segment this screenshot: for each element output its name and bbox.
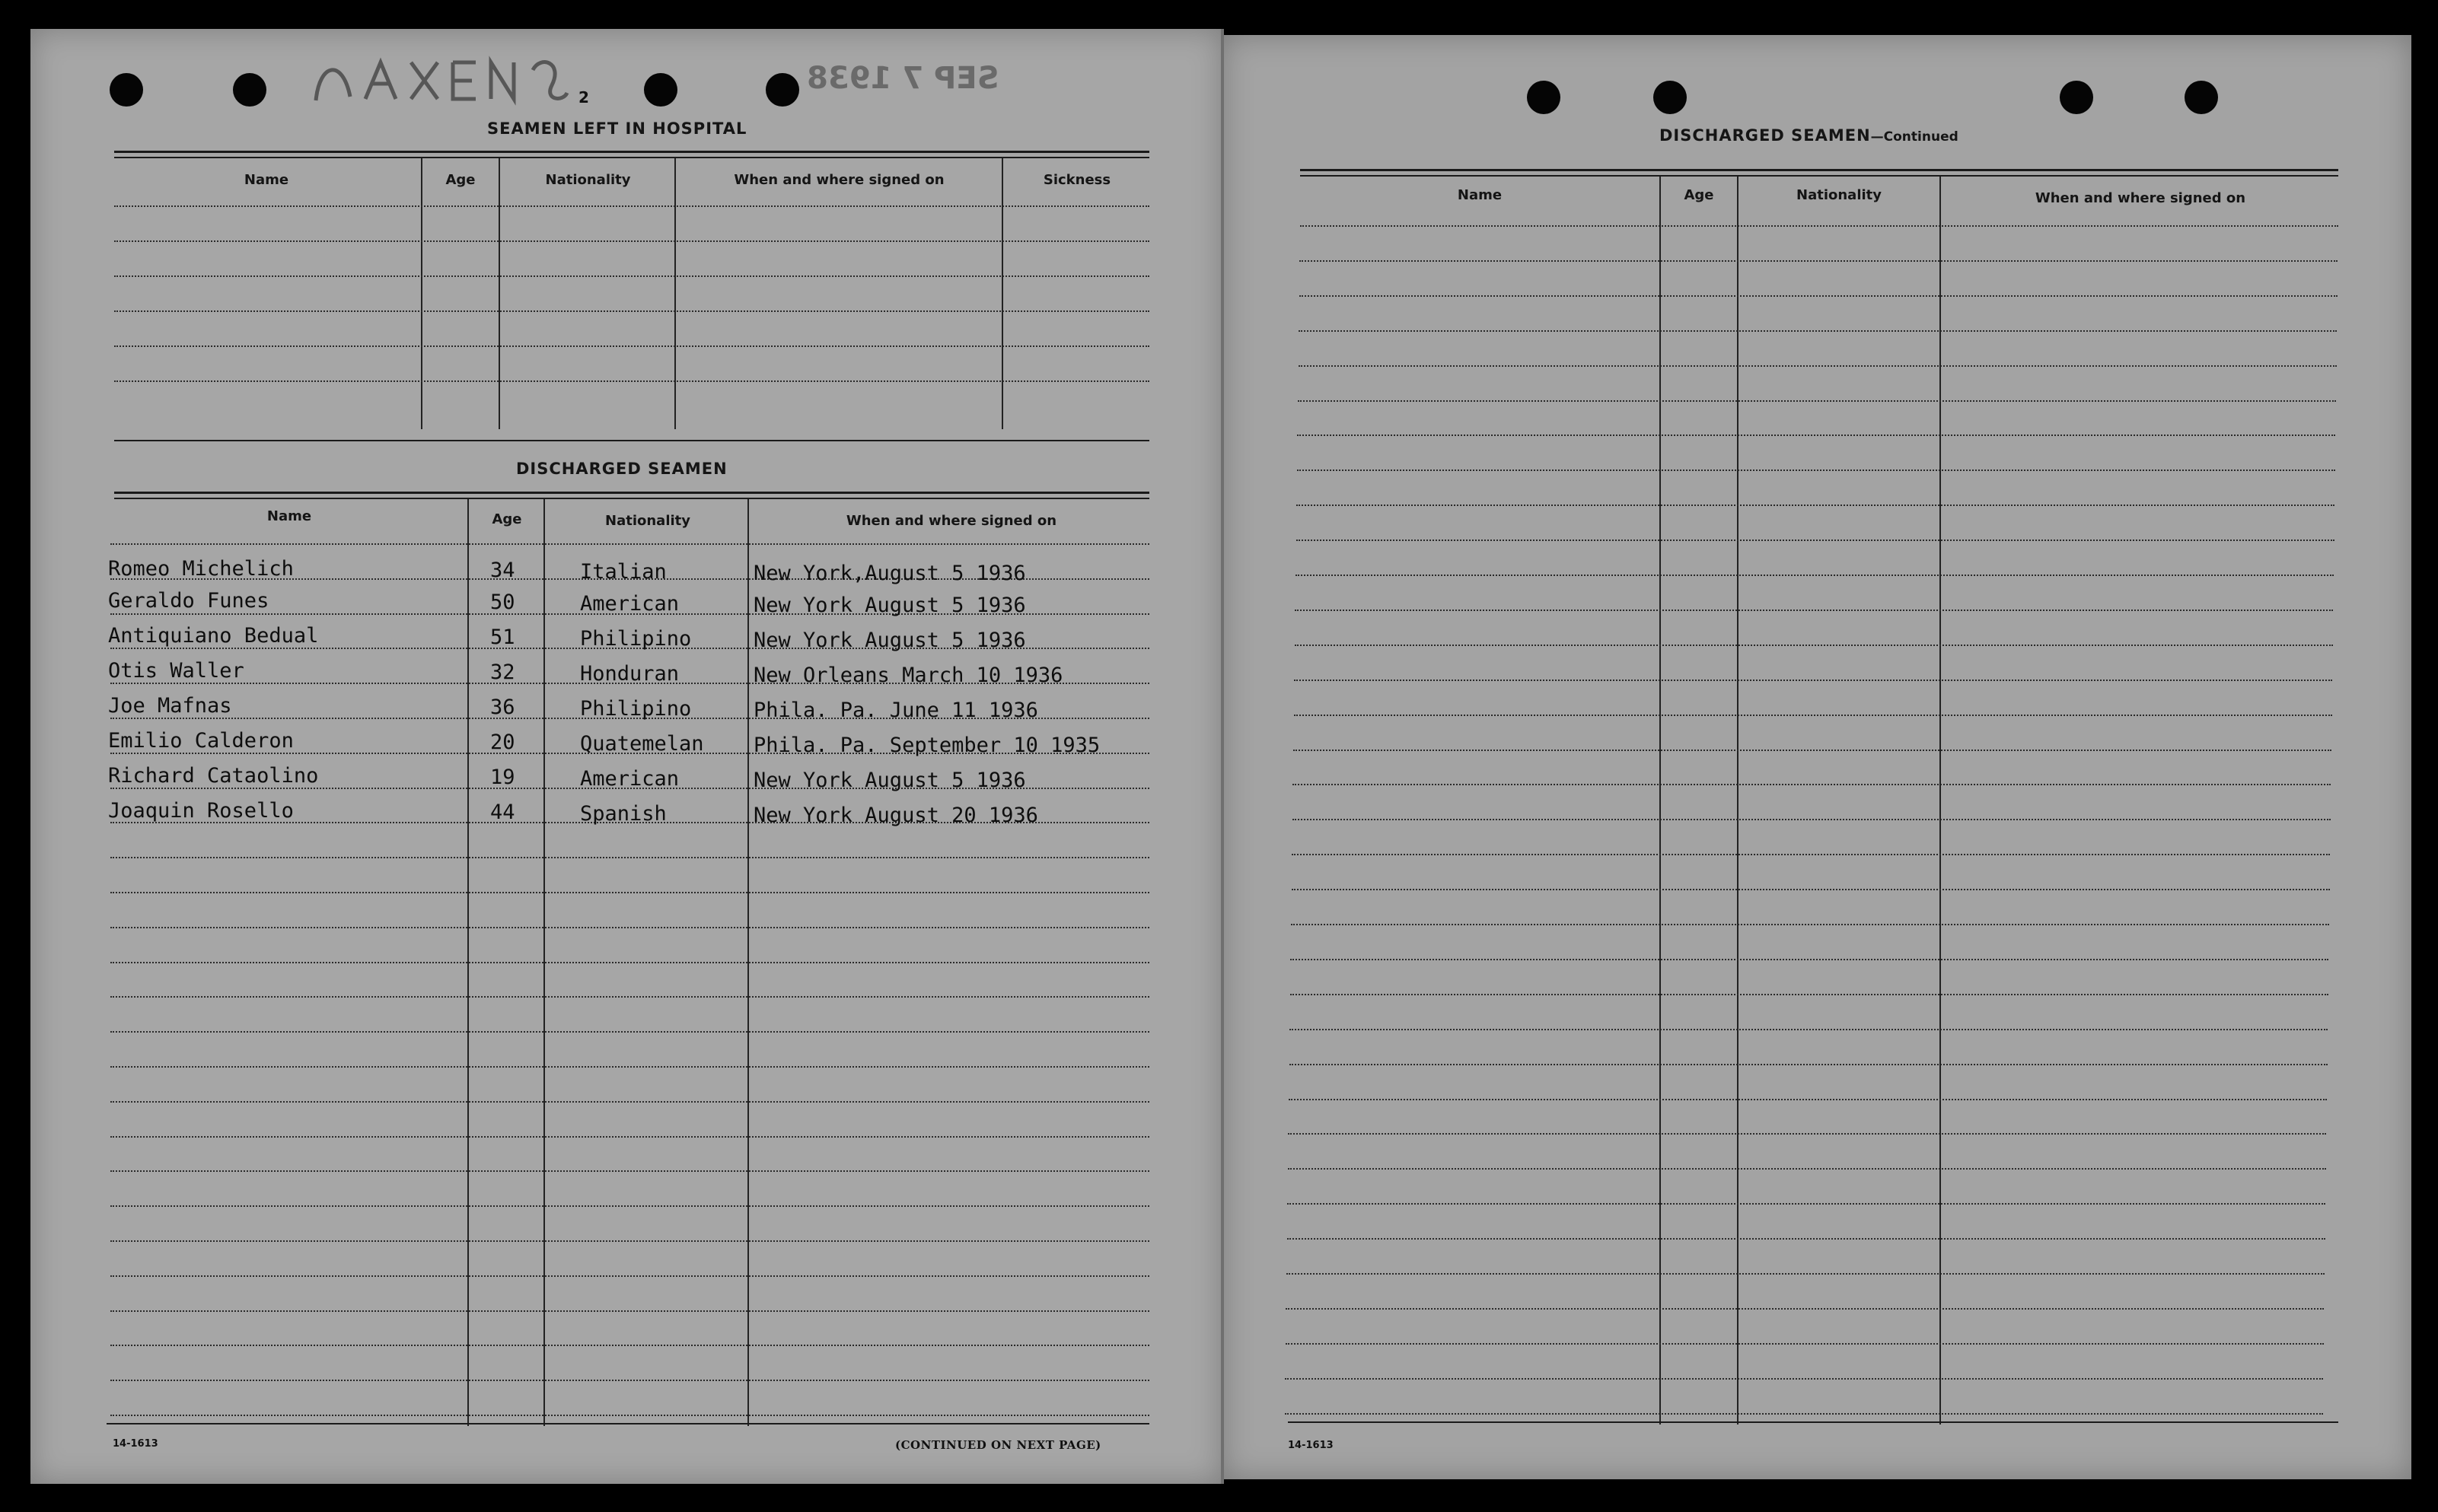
discharged-ruled-line [110, 927, 1149, 928]
stamp-smudge [312, 55, 632, 119]
page-fold [1221, 29, 1224, 1484]
seaman-signed-on: Phila. Pa. June 11 1936 [754, 699, 1038, 722]
right-ruled-line [1292, 854, 2330, 855]
continued-title-main: DISCHARGED SEAMEN [1659, 126, 1871, 145]
seaman-name: Romeo Michelich [108, 557, 294, 581]
discharged-ruled-line [110, 1345, 1149, 1346]
seaman-signed-on: New York August 5 1936 [754, 594, 1026, 617]
right-ruled-line [1293, 750, 2331, 751]
right-ruled-line [1298, 400, 2336, 402]
right-ruled-line [1289, 1099, 2327, 1100]
right-ruled-line [1287, 1238, 2325, 1240]
right-ruled-line [1290, 959, 2328, 960]
discharged-col-name: Name [266, 508, 312, 524]
discharged-section-title: DISCHARGED SEAMEN [516, 460, 728, 478]
discharged-ruled-line [110, 1415, 1149, 1416]
right-ruled-line [1287, 1203, 2325, 1205]
right-ruled-line [1292, 784, 2331, 785]
hospital-divider [499, 158, 500, 429]
right-ruled-line [1294, 715, 2332, 716]
discharged-col-nationality: Nationality [605, 513, 690, 529]
hospital-col-signed-on: When and where signed on [734, 172, 945, 188]
discharged-ruled-line [110, 1310, 1149, 1312]
discharged-ruled-line [110, 1380, 1149, 1381]
punch-hole [1527, 81, 1560, 114]
right-col-nationality: Nationality [1796, 187, 1882, 203]
seaman-signed-on: Phila. Pa. September 10 1935 [754, 734, 1101, 757]
form-number-right: 14-1613 [1288, 1440, 1334, 1451]
seaman-nationality: American [580, 592, 680, 616]
seaman-name: Emilio Calderon [108, 729, 294, 753]
seaman-name: Joe Mafnas [108, 694, 232, 718]
right-ruled-line [1286, 1343, 2324, 1345]
received-stamp: SEP 7 1938 [807, 61, 999, 96]
right-ruled-line [1288, 1168, 2326, 1170]
hospital-top-rule-2 [114, 157, 1149, 158]
seaman-name: Richard Cataolino [108, 764, 319, 788]
seaman-name: Geraldo Funes [108, 589, 269, 613]
hospital-ruled-line [114, 310, 1149, 312]
hospital-col-name: Name [244, 172, 289, 188]
hospital-divider [1002, 158, 1003, 429]
discharged-top-rule [114, 492, 1149, 494]
right-divider [1737, 177, 1738, 1424]
right-ruled-line [1300, 225, 2338, 227]
right-ruled-line [1285, 1378, 2323, 1380]
right-ruled-line [1286, 1308, 2324, 1310]
right-bottom-rule [1288, 1421, 2338, 1423]
right-ruled-line [1299, 260, 2338, 262]
hospital-col-sickness: Sickness [1043, 172, 1111, 188]
hospital-col-age: Age [445, 172, 476, 188]
right-page [1222, 35, 2411, 1479]
seaman-nationality: American [580, 767, 680, 791]
seaman-name: Otis Waller [108, 659, 244, 683]
right-ruled-line [1295, 645, 2333, 646]
discharged-col-age: Age [492, 511, 522, 527]
discharged-col-signed-on: When and where signed on [846, 513, 1057, 529]
discharged-ruled-line [110, 962, 1149, 963]
hospital-divider [421, 158, 422, 429]
right-ruled-line [1289, 1064, 2328, 1065]
discharged-ruled-line [110, 1275, 1149, 1277]
seaman-nationality: Italian [580, 560, 667, 584]
right-ruled-line [1288, 1133, 2326, 1135]
seaman-signed-on: New Orleans March 10 1936 [754, 664, 1063, 687]
right-ruled-line [1294, 680, 2332, 681]
hospital-ruled-line [114, 205, 1149, 207]
right-ruled-line [1286, 1273, 2325, 1275]
seaman-nationality: Honduran [580, 662, 680, 686]
seaman-nationality: Quatemelan [580, 732, 704, 756]
right-ruled-line [1295, 575, 2334, 576]
right-ruled-line [1299, 295, 2338, 297]
seaman-signed-on: New York August 5 1936 [754, 629, 1026, 652]
discharged-ruled-line [110, 1066, 1149, 1068]
hospital-ruled-line [114, 345, 1149, 347]
discharged-ruled-line [110, 1101, 1149, 1103]
discharged-ruled-line [110, 857, 1149, 858]
right-ruled-line [1292, 889, 2330, 890]
discharged-ruled-line [110, 892, 1149, 893]
discharged-bottom-rule [107, 1423, 1149, 1424]
hospital-top-rule [114, 151, 1149, 153]
right-divider [1939, 177, 1941, 1424]
right-ruled-line [1292, 819, 2331, 820]
hospital-ruled-line [114, 240, 1149, 242]
seaman-age: 50 [490, 590, 515, 614]
seaman-age: 34 [490, 559, 515, 582]
continued-title-suffix: —Continued [1870, 129, 1958, 145]
discharged-ruled-line [110, 543, 1149, 545]
hospital-col-nationality: Nationality [545, 172, 631, 188]
right-ruled-line [1297, 435, 2335, 436]
seaman-nationality: Philipino [580, 627, 692, 651]
hospital-bottom-rule [114, 440, 1149, 441]
discharged-ruled-line [110, 1136, 1149, 1138]
page-number: 2 [578, 88, 589, 107]
right-ruled-line [1296, 540, 2334, 541]
punch-hole [2060, 81, 2093, 114]
right-ruled-line [1297, 470, 2335, 471]
hospital-divider [674, 158, 676, 429]
seaman-name: Joaquin Rosello [108, 799, 294, 823]
form-number-left: 14-1613 [113, 1438, 158, 1450]
hospital-section-title: SEAMEN LEFT IN HOSPITAL [487, 119, 747, 138]
discharged-top-rule-2 [114, 498, 1149, 499]
right-ruled-line [1289, 1029, 2328, 1030]
seaman-signed-on: New York August 20 1936 [754, 804, 1038, 827]
seaman-nationality: Philipino [580, 697, 692, 721]
punch-hole [233, 73, 266, 107]
right-ruled-line [1296, 505, 2334, 506]
discharged-ruled-line [110, 1170, 1149, 1172]
continued-section-title [1659, 126, 1958, 145]
hospital-ruled-line [114, 380, 1149, 382]
right-ruled-line [1299, 330, 2337, 332]
discharged-ruled-line [110, 1205, 1149, 1207]
punch-hole [2185, 81, 2218, 114]
right-divider [1659, 177, 1661, 1424]
punch-hole [766, 73, 799, 107]
right-top-rule [1300, 169, 2338, 171]
discharged-ruled-line [110, 1031, 1149, 1033]
discharged-ruled-line [110, 1240, 1149, 1242]
right-ruled-line [1299, 365, 2337, 367]
right-col-age: Age [1684, 187, 1714, 203]
seaman-name: Antiquiano Bedual [108, 624, 319, 648]
right-top-rule-2 [1300, 175, 2338, 177]
seaman-age: 19 [490, 766, 515, 789]
seaman-age: 32 [490, 661, 515, 684]
punch-hole [110, 73, 143, 107]
right-col-signed-on: When and where signed on [2035, 190, 2246, 206]
seaman-age: 51 [490, 625, 515, 649]
seaman-age: 20 [490, 731, 515, 754]
right-col-name: Name [1457, 187, 1503, 203]
seaman-signed-on: New York,August 5 1936 [754, 562, 1026, 585]
right-ruled-line [1285, 1413, 2323, 1415]
seaman-nationality: Spanish [580, 802, 667, 826]
punch-hole [644, 73, 677, 107]
seaman-signed-on: New York August 5 1936 [754, 769, 1026, 792]
seaman-age: 36 [490, 696, 515, 719]
continued-note: (CONTINUED ON NEXT PAGE) [895, 1438, 1101, 1452]
right-ruled-line [1291, 924, 2329, 925]
discharged-ruled-line [110, 996, 1149, 998]
seaman-age: 44 [490, 801, 515, 824]
hospital-ruled-line [114, 275, 1149, 277]
punch-hole [1653, 81, 1687, 114]
right-ruled-line [1295, 610, 2333, 611]
right-ruled-line [1290, 994, 2328, 995]
